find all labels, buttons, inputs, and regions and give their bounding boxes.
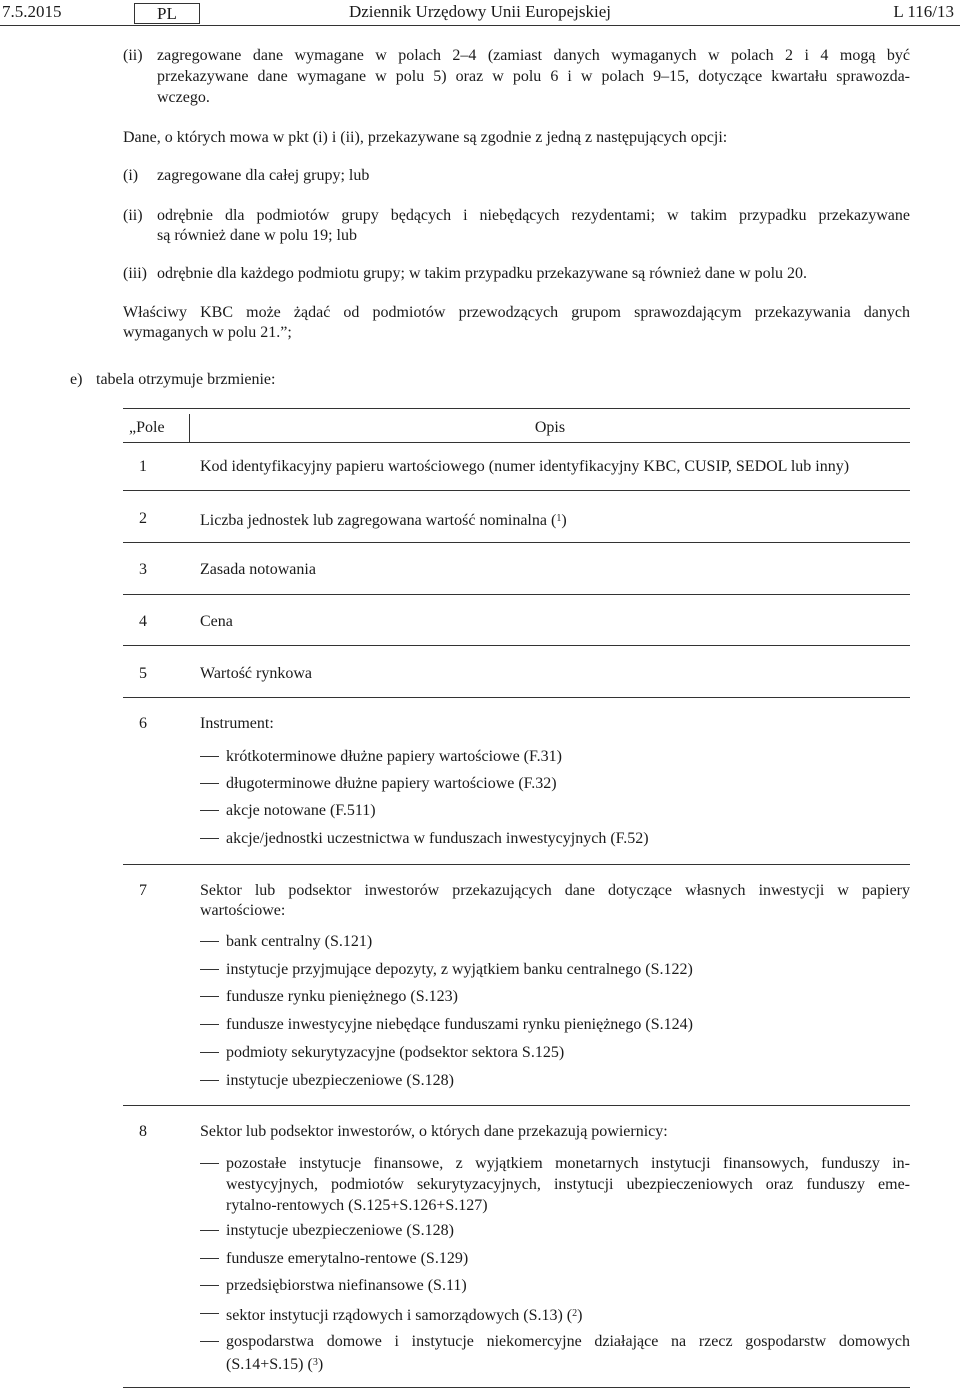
dash-bullet xyxy=(200,756,219,757)
header-divider xyxy=(0,25,960,26)
item-ii-line3: wczego. xyxy=(157,89,210,106)
dash-bullet xyxy=(200,996,219,997)
dash-bullet xyxy=(200,1230,219,1231)
row-field-number: 3 xyxy=(139,561,147,578)
section-e-label: e) xyxy=(70,371,83,388)
row-description: Liczba jednostek lub zagregowana wartość nominalna ($^1$) xyxy=(200,512,567,529)
row-separator xyxy=(123,645,910,646)
option-label: (iii) xyxy=(123,265,147,282)
row-field-number: 7 xyxy=(139,882,147,899)
row-description: Instrument: xyxy=(200,715,274,732)
dash-bullet xyxy=(200,810,219,811)
dash-bullet xyxy=(200,783,219,784)
column-header-opis: Opis xyxy=(534,419,566,436)
list-item: fundusze emerytalno-rentowe (S.129) xyxy=(200,1248,910,1269)
table-header-rule xyxy=(123,442,910,443)
footnote-ref[interactable]: 2 xyxy=(572,1308,578,1319)
row-description: Cena xyxy=(200,613,233,630)
page-number: L 116/13 xyxy=(893,2,954,21)
row-description: Sektor lub podsektor inwestorów, o których dane przekazują powiernicy: xyxy=(200,1123,668,1140)
dash-bullet xyxy=(200,1285,219,1286)
option-text-cont: są również dane w polu 19; lub xyxy=(157,227,357,244)
dash-bullet xyxy=(200,838,219,839)
list-item: sektor instytucji rządowych i samorządowych (S.13) ($^2$) xyxy=(200,1303,910,1326)
row-description: Kod identyfikacyjny papieru wartościowego (numer identyfikacyjny KBC, CUSIP, SEDOL lub inny) xyxy=(200,458,850,475)
kbc-paragraph-line2: wymaganych w polu 21.”; xyxy=(123,324,292,341)
list-item: podmioty sekurytyzacyjne (podsektor sektora S.125) xyxy=(200,1042,910,1063)
list-item: akcje/jednostki uczestnictwa w funduszach inwestycyjnych (F.52) xyxy=(200,828,910,849)
row-description: Zasada notowania xyxy=(200,561,316,578)
dash-bullet xyxy=(200,1341,219,1342)
list-item: instytucje ubezpieczeniowe (S.128) xyxy=(200,1220,910,1241)
column-header-pole: „Pole xyxy=(129,419,165,436)
header-date: 7.5.2015 xyxy=(2,2,62,21)
list-item: akcje notowane (F.511) xyxy=(200,800,910,821)
dash-bullet xyxy=(200,1080,219,1081)
row-separator xyxy=(123,1105,910,1106)
footnote-ref[interactable]: 3 xyxy=(312,1357,318,1368)
option-label: (ii) xyxy=(123,207,143,224)
dash-bullet xyxy=(200,1024,219,1025)
header-column-divider xyxy=(189,414,190,442)
row-field-number: 1 xyxy=(139,458,147,475)
kbc-paragraph-line1: Właściwy KBC może żądać od podmiotów przewodzących grupom sprawozdającym przekazywania danych xyxy=(123,304,910,321)
journal-title: Dziennik Urzędowy Unii Europejskiej xyxy=(348,2,611,21)
list-item: przedsiębiorstwa niefinansowe (S.11) xyxy=(200,1275,910,1296)
row-description-cont: wartościowe: xyxy=(200,902,286,919)
language-code: PL xyxy=(134,3,200,24)
row-description: Wartość rynkowa xyxy=(200,665,313,682)
row-separator xyxy=(123,697,910,698)
item-ii-line2: przekazywane dane wymagane w polu 5) oraz w polu 6 i w polach 9–15, dotyczące kwartału sprawozda- xyxy=(157,68,910,85)
dash-bullet xyxy=(200,1052,219,1053)
list-item: krótkoterminowe dłużne papiery wartościowe (F.31) xyxy=(200,746,910,767)
option-label: (i) xyxy=(123,167,139,184)
dane-paragraph: Dane, o których mowa w pkt (i) i (ii), przekazywane są zgodnie z jedną z następujących opcji: xyxy=(123,129,728,146)
section-e-text: tabela otrzymuje brzmienie: xyxy=(96,371,276,388)
row-separator xyxy=(123,594,910,595)
footnote-ref[interactable]: 1 xyxy=(556,513,562,524)
list-item: długoterminowe dłużne papiery wartościowe (F.32) xyxy=(200,773,910,794)
dash-bullet xyxy=(200,1163,219,1164)
row-field-number: 2 xyxy=(139,510,147,527)
list-item: instytucje przyjmujące depozyty, z wyjątkiem banku centralnego (S.122) xyxy=(200,959,910,980)
row-field-number: 5 xyxy=(139,665,147,682)
item-ii-line1: zagregowane dane wymagane w polach 2–4 (zamiast danych wymaganych w polach 2 i 4 mogą być xyxy=(157,47,910,64)
row-separator xyxy=(123,542,910,543)
option-text: odrębnie dla podmiotów grupy będących i niebędących rezydentami; w takim przypadku przekazywane xyxy=(157,207,910,224)
list-item: gospodarstwa domowe i instytucje niekomercyjne działające na rzecz gospodarstw domowych (S.14+S.15) ($^3$) xyxy=(200,1331,910,1375)
table-top-rule xyxy=(123,408,910,409)
dash-bullet xyxy=(200,1258,219,1259)
row-field-number: 4 xyxy=(139,613,147,630)
item-ii-label: (ii) xyxy=(123,47,143,64)
dash-bullet xyxy=(200,941,219,942)
list-item: fundusze inwestycyjne niebędące funduszami rynku pieniężnego (S.124) xyxy=(200,1014,910,1035)
option-text: odrębnie dla każdego podmiotu grupy; w takim przypadku przekazywane są również dane w polu 20. xyxy=(157,265,808,282)
list-item: instytucje ubezpieczeniowe (S.128) xyxy=(200,1070,910,1091)
row-field-number: 8 xyxy=(139,1123,147,1140)
list-item: bank centralny (S.121) xyxy=(200,931,910,952)
list-item: fundusze rynku pieniężnego (S.123) xyxy=(200,986,910,1007)
row-separator xyxy=(123,490,910,491)
dash-bullet xyxy=(200,1313,219,1314)
row-field-number: 6 xyxy=(139,715,147,732)
table-bottom-rule xyxy=(123,1387,910,1388)
row-description: Sektor lub podsektor inwestorów przekazujących dane dotyczące własnych inwestycji w papiery xyxy=(200,882,910,899)
dash-bullet xyxy=(200,969,219,970)
row-separator xyxy=(123,864,910,865)
list-item: pozostałe instytucje finansowe, z wyjątkiem monetarnych instytucji finansowych, funduszy in- westycyjnych, podmiotów sekurytyzacyjnych, instytucji ubezpieczeniowych oraz funduszy eme- rytalno-rentowych (S.125+S.126+S.127) xyxy=(200,1153,910,1216)
option-text: zagregowane dla całej grupy; lub xyxy=(157,167,370,184)
